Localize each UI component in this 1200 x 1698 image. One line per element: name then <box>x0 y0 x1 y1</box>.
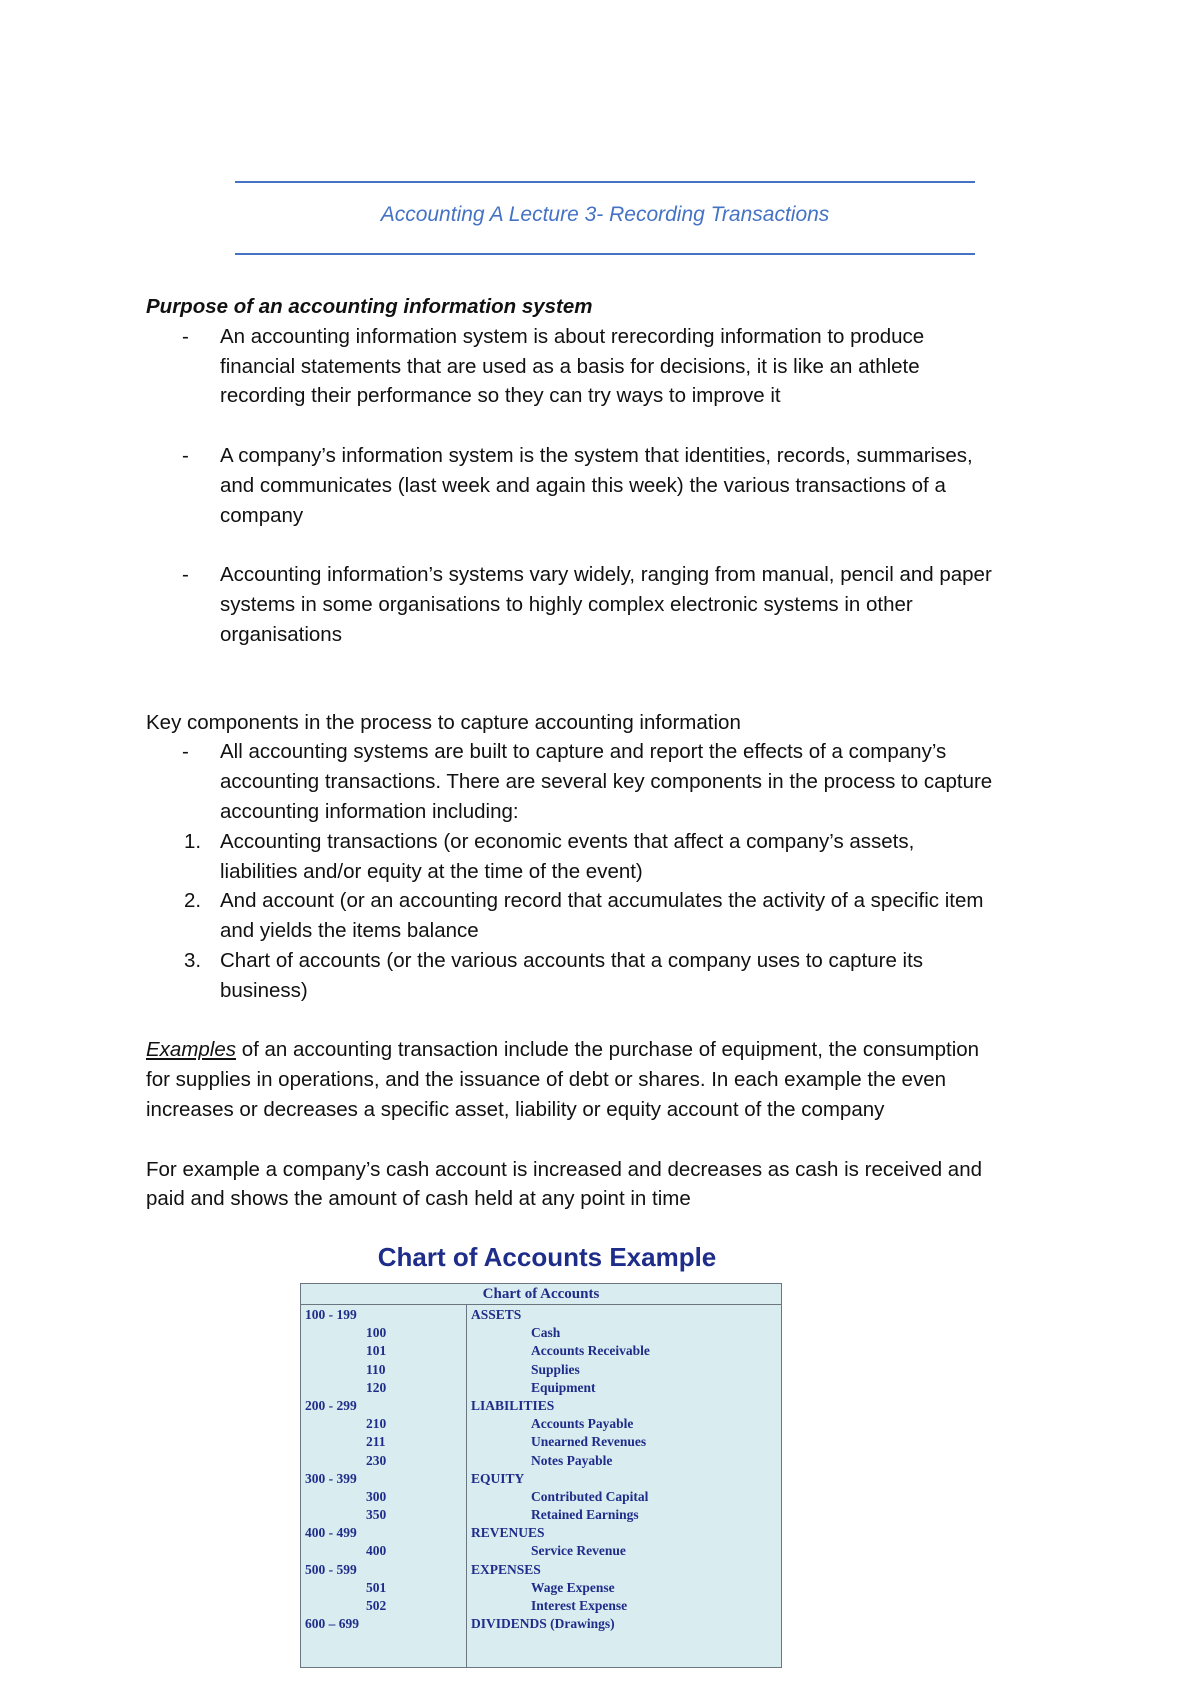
bullet-marker: - <box>182 443 189 467</box>
account-category: LIABILITIES <box>471 1397 555 1413</box>
section-heading-key-components: Key components in the process to capture accounting information <box>146 710 741 734</box>
bullet-marker: - <box>182 563 189 587</box>
account-number: 400 <box>366 1543 387 1559</box>
account-number: 210 <box>366 1416 387 1432</box>
examples-line: of an accounting transaction include the purchase of equipment, the consumption <box>236 1038 980 1062</box>
bullet-line: accounting information including: <box>220 799 519 823</box>
account-name: Notes Payable <box>531 1452 613 1468</box>
account-number: 300 <box>366 1488 387 1504</box>
bullet-item <box>146 322 1076 411</box>
account-number: 110 <box>366 1361 386 1377</box>
examples-underlined-word: Examples <box>146 1038 237 1062</box>
account-name: Equipment <box>531 1379 596 1395</box>
account-category: EXPENSES <box>471 1561 541 1577</box>
document-title: Accounting A Lecture 3- Recording Transactions <box>380 203 830 226</box>
account-name: Service Revenue <box>531 1543 626 1559</box>
numbered-item <box>146 886 1076 946</box>
bullet-line: company <box>220 503 304 527</box>
account-number: 101 <box>366 1343 387 1359</box>
account-category: DIVIDENDS (Drawings) <box>471 1616 615 1632</box>
bullet-line: Accounting information’s systems vary widely, ranging from manual, pencil and paper <box>220 563 992 587</box>
chart-of-accounts-table <box>300 1283 782 1668</box>
title-top-rule <box>235 181 975 183</box>
section-heading-purpose: Purpose of an accounting information system <box>146 295 593 318</box>
bullet-line: systems in some organisations to highly complex electronic systems in other <box>220 592 913 616</box>
chart-of-accounts-title: Chart of Accounts Example <box>377 1242 717 1272</box>
bullet-line: A company’s information system is the system that identities, records, summarises, <box>220 443 973 467</box>
account-name: Interest Expense <box>531 1598 628 1613</box>
chart-of-accounts-figure <box>300 1242 782 1668</box>
bullet-item <box>146 560 1076 649</box>
account-name: Accounts Receivable <box>531 1343 650 1359</box>
account-name: Cash <box>531 1325 561 1341</box>
account-number: 230 <box>366 1452 387 1468</box>
account-range: 400 - 499 <box>305 1525 357 1541</box>
document-body <box>146 292 1076 1214</box>
bullet-line: organisations <box>220 622 342 646</box>
cash-example-line: For example a company’s cash account is increased and decreases as cash is received and <box>146 1157 983 1181</box>
account-category: REVENUES <box>471 1525 545 1541</box>
account-range: 500 - 599 <box>305 1561 357 1577</box>
chart-of-accounts-header: Chart of Accounts <box>301 1284 781 1305</box>
numbered-item <box>146 946 1076 1006</box>
bullet-item <box>146 737 1076 826</box>
account-name: Contributed Capital <box>531 1488 649 1504</box>
bullet-item <box>146 441 1076 530</box>
account-number: 502 <box>366 1598 387 1613</box>
account-range: 200 - 299 <box>305 1397 357 1413</box>
account-range: 600 – 699 <box>305 1616 359 1632</box>
account-range: 100 - 199 <box>305 1307 357 1322</box>
account-category: ASSETS <box>471 1307 522 1322</box>
account-number: 350 <box>366 1507 387 1523</box>
numbered-line: Chart of accounts (or the various accounts that a company uses to capture its <box>220 948 924 972</box>
bullet-line: and communicates (last week and again this week) the various transactions of a <box>220 473 946 497</box>
account-name-column <box>467 1305 781 1667</box>
examples-line: increases or decreases a specific asset, liability or equity account of the company <box>146 1097 885 1121</box>
number-marker: 2. <box>184 889 202 913</box>
account-name: Accounts Payable <box>531 1416 634 1432</box>
bullet-line: financial statements that are used as a basis for decisions, it is like an athlete <box>220 354 920 378</box>
number-marker: 3. <box>184 948 202 972</box>
account-name: Supplies <box>531 1361 580 1377</box>
account-number: 501 <box>366 1579 387 1595</box>
bullet-line: accounting transactions. There are several key components in the process to capture <box>220 770 993 794</box>
bullet-marker: - <box>182 324 189 348</box>
examples-line: for supplies in operations, and the issuance of debt or shares. In each example the even <box>146 1068 947 1092</box>
cash-example-line: paid and shows the amount of cash held at any point in time <box>146 1187 691 1211</box>
account-name: Unearned Revenues <box>531 1434 647 1450</box>
bullet-line: An accounting information system is about rerecording information to produce <box>220 324 925 348</box>
account-name: Retained Earnings <box>531 1507 639 1523</box>
account-category: EQUITY <box>471 1470 525 1486</box>
bullet-line: recording their performance so they can try ways to improve it <box>220 384 781 408</box>
account-number: 100 <box>366 1325 387 1341</box>
numbered-line: And account (or an accounting record that accumulates the activity of a specific item <box>220 889 984 913</box>
numbered-item <box>146 827 1076 887</box>
numbered-line: and yields the items balance <box>220 919 479 943</box>
account-number: 211 <box>366 1434 386 1450</box>
numbered-line: liabilities and/or equity at the time of the event) <box>220 859 643 883</box>
bullet-marker: - <box>182 740 189 764</box>
account-number-column <box>301 1305 467 1667</box>
bullet-line: All accounting systems are built to capture and report the effects of a company’s <box>220 740 947 764</box>
examples-paragraph <box>146 1035 1076 1065</box>
account-number: 120 <box>366 1379 387 1395</box>
numbered-line: business) <box>220 978 308 1002</box>
numbered-line: Accounting transactions (or economic events that affect a company’s assets, <box>220 829 915 853</box>
title-bottom-rule <box>235 253 975 255</box>
number-marker: 1. <box>184 829 202 853</box>
account-name: Wage Expense <box>531 1579 615 1595</box>
account-range: 300 - 399 <box>305 1470 357 1486</box>
